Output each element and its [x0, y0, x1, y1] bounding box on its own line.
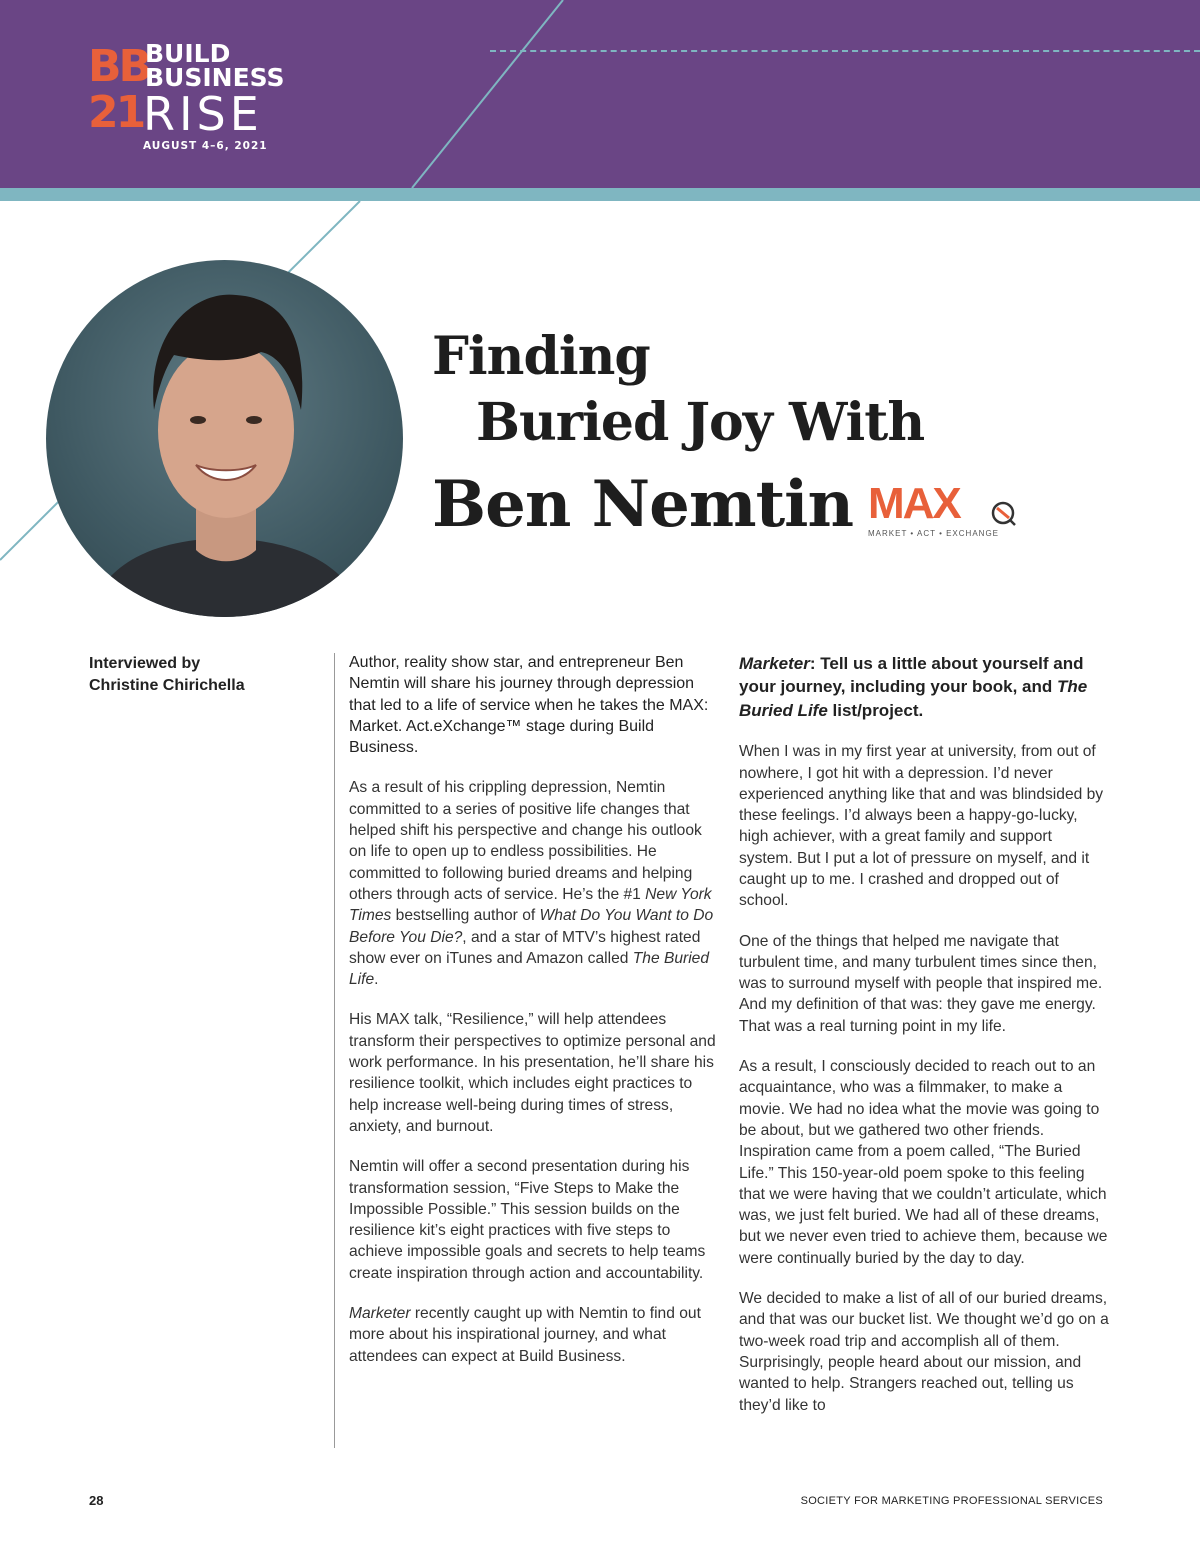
title-line-1: Finding [432, 326, 650, 387]
logo-business: BUSINESS [145, 63, 285, 92]
project-title: The Buried Life [739, 677, 1088, 720]
answer-paragraph: When I was in my first year at university, from out of nowhere, I got hit with a depression. I’d never experienced anything like that and was blindsided by these feelings. I’d always been a happy-go-lucky, high achiever, with a great family and support system. But I put a lot of pressure on myself, and it caught up to me. I crashed and dropped out of school. [739, 743, 1104, 910]
paragraph-text: As a result of his crippling depression, Nemtin committed to a series of positive life changes that helped shift his perspective and change his outlook on life to open up to endless possibilities. He committed to following buried dreams and helping others through acts of service. He’s the #1 [349, 779, 702, 903]
byline [89, 653, 319, 697]
body-paragraph: His MAX talk, “Resilience,” will help attendees transform their perspectives to optimize personal and work performance. In his presentation, he’ll share his resilience toolkit, which includes eight practices to help increase well-being during times of stress, anxiety, and burnout. [349, 1011, 716, 1135]
book-title: What Do You Want to Do Before You Die? [349, 907, 714, 946]
byline-line-1: Interviewed by [89, 655, 201, 672]
paragraph-text: , and a star of MTV’s highest rated show ever on iTunes and Amazon called [349, 928, 701, 967]
logo-mark-top: BB [88, 41, 150, 92]
body-paragraph: Nemtin will offer a second presentation during his transformation session, “Five Steps to Make the Impossible Possible.” This session builds on the resilience kit’s eight practices with five steps to achieve impossible goals and secrets to help teams create inspiration through action and accountability. [349, 1158, 706, 1282]
footer-organization: SOCIETY FOR MARKETING PROFESSIONAL SERVICES [800, 1495, 1103, 1507]
question-label: Marketer [739, 654, 810, 673]
logo-build: BUILD [145, 39, 231, 68]
logo-mark [88, 41, 150, 138]
question-text: : Tell us a little about yourself and your journey, including your book, and [739, 654, 1084, 697]
portrait-photo [46, 260, 403, 617]
logo-mark-bottom: 21 [88, 87, 144, 138]
max-logo-text: MAX [868, 479, 960, 528]
title-line-3: Ben Nemtin [432, 467, 853, 542]
lede-paragraph: Author, reality show star, and entrepreneur Ben Nemtin will share his journey through depression that led to a life of service when he takes the MAX: Market. Act.eXchange™ stage during Build Business. [349, 654, 709, 757]
right-column [739, 652, 1109, 1435]
show-title: The Buried Life [349, 949, 710, 989]
max-logo-icon [990, 500, 1016, 526]
max-logo [868, 479, 1028, 542]
answer-paragraph: We decided to make a list of all of our buried dreams, and that was our bucket list. We thought we’d go on a two-week road trip and accomplish all of them. Surprisingly, people heard about our mission, and wanted to help. Strangers reached out, telling us they’d like to [739, 1290, 1109, 1414]
paragraph-text: . [374, 971, 379, 989]
publication-name: New York Times [349, 885, 712, 925]
logo-rise: RISE [143, 87, 263, 141]
middle-column [349, 652, 719, 1386]
column-divider [334, 653, 335, 1448]
paragraph-text: recently caught up with Nemtin to find out more about his inspirational journey, and what attendees can expect at Build Business. [349, 1305, 701, 1365]
body-paragraph [349, 1303, 719, 1367]
event-logo [88, 39, 328, 162]
paragraph-text: bestselling author of [391, 907, 540, 925]
portrait-illustration [46, 260, 403, 617]
page-number: 28 [89, 1493, 104, 1508]
question-text: list/project. [827, 700, 924, 720]
max-logo-subtitle: MARKET • ACT • EXCHANGE [868, 529, 999, 538]
title-line-2: Buried Joy With [476, 392, 925, 453]
interview-question [739, 652, 1109, 722]
publication-name: Marketer [349, 1305, 411, 1323]
answer-paragraph: As a result, I consciously decided to reach out to an acquaintance, who was a filmmaker, to make a movie. We had no idea what the movie was going to be about, but we gathered two other friends. Inspiration came from a poem called, “The Buried Life.” This 150-year-old poem spoke to this feeling that we were having that we couldn’t articulate, which was, we just felt buried. We had all of these dreams, but we never even tried to achieve them, because we were continually buried by the day to day. [739, 1058, 1108, 1267]
byline-author: Christine Chirichella [89, 677, 245, 694]
body-paragraph [349, 777, 719, 990]
answer-paragraph: One of the things that helped me navigate that turbulent time, and many turbulent times since then, was to surround myself with people that inspired me. And my definition of that was: they gave me energy. That was a real turning point in my life. [739, 932, 1103, 1035]
event-dates: AUGUST 4–6, 2021 [143, 140, 268, 152]
